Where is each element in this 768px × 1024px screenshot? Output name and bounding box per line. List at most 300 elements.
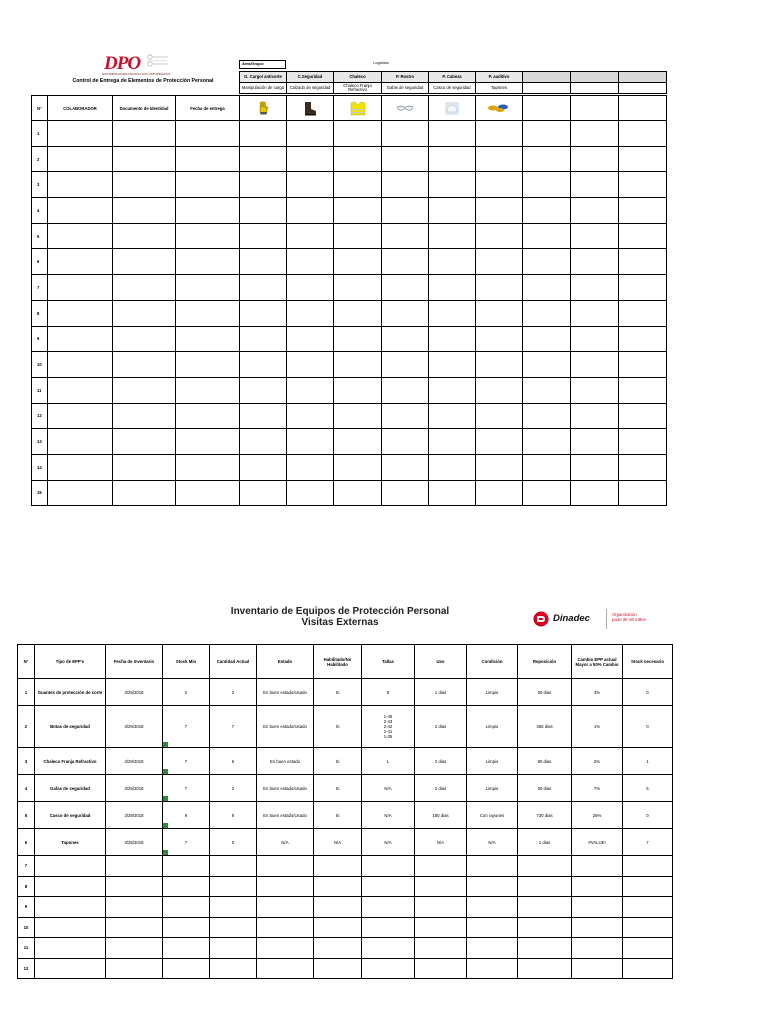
entry-cell[interactable] bbox=[240, 429, 287, 455]
entry-cell[interactable] bbox=[287, 275, 334, 301]
dinadec-logo bbox=[533, 609, 673, 629]
entry-cell[interactable] bbox=[334, 121, 382, 147]
replacement-cell bbox=[518, 679, 572, 706]
entry-cell[interactable] bbox=[113, 172, 176, 198]
entry-cell[interactable] bbox=[429, 480, 476, 506]
entry-cell[interactable] bbox=[571, 454, 619, 480]
entry-cell[interactable] bbox=[429, 300, 476, 326]
entry-cell[interactable] bbox=[35, 917, 106, 938]
inventory-empty-row bbox=[18, 897, 673, 918]
epp-type: Tapones bbox=[61, 839, 79, 845]
goggles-icon-cell bbox=[382, 96, 429, 121]
entry-cell[interactable] bbox=[476, 121, 523, 147]
entry-cell[interactable] bbox=[623, 938, 673, 959]
status: En buen estado/Usado bbox=[263, 785, 307, 791]
entry-cell[interactable] bbox=[619, 352, 667, 378]
entry-cell[interactable] bbox=[240, 480, 287, 506]
entry-cell[interactable] bbox=[619, 249, 667, 275]
entry-cell[interactable] bbox=[287, 429, 334, 455]
entry-cell[interactable] bbox=[572, 856, 623, 877]
comment-flag-icon[interactable] bbox=[163, 823, 168, 828]
entry-cell[interactable] bbox=[467, 917, 518, 938]
entry-cell[interactable] bbox=[240, 454, 287, 480]
entry-cell[interactable] bbox=[240, 198, 287, 224]
entry-cell[interactable] bbox=[523, 352, 571, 378]
row-number-cell bbox=[18, 775, 35, 802]
entry-cell[interactable] bbox=[619, 377, 667, 403]
entry-cell[interactable] bbox=[334, 403, 382, 429]
entry-cell[interactable] bbox=[523, 454, 571, 480]
entry-cell[interactable] bbox=[571, 198, 619, 224]
entry-cell[interactable] bbox=[48, 121, 113, 147]
entry-cell[interactable] bbox=[467, 958, 518, 979]
entry-cell[interactable] bbox=[287, 249, 334, 275]
entry-cell[interactable] bbox=[382, 377, 429, 403]
stock-needed: 0 bbox=[646, 812, 649, 818]
entry-cell[interactable] bbox=[35, 856, 106, 877]
entry-cell[interactable] bbox=[240, 249, 287, 275]
entry-cell[interactable] bbox=[287, 121, 334, 147]
entry-cell[interactable] bbox=[476, 275, 523, 301]
entry-cell[interactable] bbox=[572, 938, 623, 959]
entry-cell[interactable] bbox=[287, 377, 334, 403]
current-quantity: 2 bbox=[231, 785, 235, 791]
entry-cell[interactable] bbox=[210, 876, 257, 897]
entry-cell[interactable] bbox=[163, 938, 210, 959]
entry-cell[interactable] bbox=[619, 223, 667, 249]
entry-cell[interactable] bbox=[382, 454, 429, 480]
status-cell bbox=[257, 748, 314, 775]
entry-cell[interactable] bbox=[518, 958, 572, 979]
entry-cell[interactable] bbox=[163, 958, 210, 979]
entry-cell[interactable] bbox=[429, 249, 476, 275]
stock-needed: 0 bbox=[646, 724, 649, 729]
entry-cell[interactable] bbox=[334, 377, 382, 403]
entry-cell[interactable] bbox=[382, 300, 429, 326]
row-number: 6 bbox=[32, 249, 48, 275]
entry-cell[interactable] bbox=[476, 377, 523, 403]
entry-cell[interactable] bbox=[571, 121, 619, 147]
entry-cell[interactable] bbox=[210, 897, 257, 918]
entry-cell[interactable] bbox=[210, 938, 257, 959]
entry-cell[interactable] bbox=[314, 938, 362, 959]
entry-cell[interactable] bbox=[106, 876, 163, 897]
column-header-number: N° bbox=[32, 96, 48, 121]
entry-cell[interactable] bbox=[314, 917, 362, 938]
comment-flag-icon[interactable] bbox=[163, 742, 168, 747]
entry-cell[interactable] bbox=[240, 300, 287, 326]
entry-cell[interactable] bbox=[623, 897, 673, 918]
entry-cell[interactable] bbox=[287, 300, 334, 326]
entry-cell[interactable] bbox=[571, 275, 619, 301]
row-number: 11 bbox=[32, 377, 48, 403]
epp-category-cell: P. auditivo bbox=[476, 72, 523, 83]
entry-cell[interactable] bbox=[176, 275, 240, 301]
entry-cell[interactable] bbox=[113, 198, 176, 224]
entry-cell[interactable] bbox=[163, 876, 210, 897]
entry-cell[interactable] bbox=[429, 403, 476, 429]
entry-cell[interactable] bbox=[287, 146, 334, 172]
entry-cell[interactable] bbox=[334, 480, 382, 506]
enabled: N/A bbox=[333, 839, 342, 845]
entry-cell[interactable] bbox=[287, 352, 334, 378]
entry-cell[interactable] bbox=[523, 146, 571, 172]
entry-cell[interactable] bbox=[571, 300, 619, 326]
entry-cell[interactable] bbox=[623, 876, 673, 897]
entry-cell[interactable] bbox=[106, 958, 163, 979]
entry-cell[interactable] bbox=[382, 352, 429, 378]
entry-cell[interactable] bbox=[382, 121, 429, 147]
entry-cell[interactable] bbox=[476, 429, 523, 455]
entry-cell[interactable] bbox=[523, 480, 571, 506]
condition-cell bbox=[467, 802, 518, 829]
entry-cell[interactable] bbox=[382, 223, 429, 249]
entry-cell[interactable] bbox=[176, 429, 240, 455]
entry-cell[interactable] bbox=[362, 917, 415, 938]
entry-cell[interactable] bbox=[240, 326, 287, 352]
entry-cell[interactable] bbox=[176, 121, 240, 147]
current-quantity: 7 bbox=[231, 724, 235, 729]
entry-cell[interactable] bbox=[518, 897, 572, 918]
entry-cell[interactable] bbox=[176, 300, 240, 326]
entry-cell[interactable] bbox=[362, 958, 415, 979]
entry-cell[interactable] bbox=[382, 249, 429, 275]
change-percent-cell bbox=[572, 802, 623, 829]
entry-cell[interactable] bbox=[48, 300, 113, 326]
entry-cell[interactable] bbox=[334, 275, 382, 301]
stock-min-cell bbox=[163, 706, 210, 748]
entry-cell[interactable] bbox=[523, 198, 571, 224]
entry-cell[interactable] bbox=[572, 958, 623, 979]
entry-cell[interactable] bbox=[240, 275, 287, 301]
entry-cell[interactable] bbox=[476, 249, 523, 275]
entry-cell[interactable] bbox=[467, 897, 518, 918]
entry-cell[interactable] bbox=[314, 897, 362, 918]
entry-cell[interactable] bbox=[287, 198, 334, 224]
entry-cell[interactable] bbox=[523, 429, 571, 455]
entry-cell[interactable] bbox=[287, 480, 334, 506]
entry-cell[interactable] bbox=[571, 403, 619, 429]
epp-item-cell: Casco de seguridad bbox=[429, 83, 476, 94]
entry-cell[interactable] bbox=[240, 121, 287, 147]
entry-cell[interactable] bbox=[619, 121, 667, 147]
entry-cell[interactable] bbox=[476, 454, 523, 480]
entry-cell[interactable] bbox=[623, 917, 673, 938]
delivery-row bbox=[32, 121, 667, 147]
entry-cell[interactable] bbox=[476, 480, 523, 506]
entry-cell[interactable] bbox=[176, 172, 240, 198]
comment-flag-icon[interactable] bbox=[163, 850, 168, 855]
entry-cell[interactable] bbox=[48, 172, 113, 198]
entry-cell[interactable] bbox=[415, 897, 467, 918]
entry-cell[interactable] bbox=[415, 876, 467, 897]
entry-cell[interactable] bbox=[571, 223, 619, 249]
entry-cell[interactable] bbox=[113, 326, 176, 352]
inventory-date: 3/29/2018 bbox=[124, 689, 144, 695]
entry-cell[interactable] bbox=[382, 146, 429, 172]
entry-cell[interactable] bbox=[382, 172, 429, 198]
area-group-value[interactable]: Logística bbox=[373, 61, 389, 65]
entry-cell[interactable] bbox=[518, 856, 572, 877]
entry-cell[interactable] bbox=[571, 146, 619, 172]
entry-cell[interactable] bbox=[113, 121, 176, 147]
status: En buen estado/Usado bbox=[263, 812, 307, 818]
entry-cell[interactable] bbox=[176, 326, 240, 352]
entry-cell[interactable] bbox=[113, 480, 176, 506]
entry-cell[interactable] bbox=[48, 352, 113, 378]
entry-cell[interactable] bbox=[334, 326, 382, 352]
entry-cell[interactable] bbox=[334, 352, 382, 378]
entry-cell[interactable] bbox=[257, 938, 314, 959]
entry-cell[interactable] bbox=[623, 958, 673, 979]
entry-cell[interactable] bbox=[523, 403, 571, 429]
entry-cell[interactable] bbox=[467, 876, 518, 897]
entry-cell[interactable] bbox=[106, 897, 163, 918]
entry-cell[interactable] bbox=[619, 403, 667, 429]
entry-cell[interactable] bbox=[257, 876, 314, 897]
entry-cell[interactable] bbox=[106, 938, 163, 959]
entry-cell[interactable] bbox=[287, 403, 334, 429]
entry-cell[interactable] bbox=[287, 172, 334, 198]
entry-cell[interactable] bbox=[523, 172, 571, 198]
entry-cell[interactable] bbox=[429, 146, 476, 172]
delivery-row bbox=[32, 198, 667, 224]
entry-cell[interactable] bbox=[523, 249, 571, 275]
epp-type-cell bbox=[35, 802, 106, 829]
entry-cell[interactable] bbox=[623, 856, 673, 877]
entry-cell[interactable] bbox=[163, 917, 210, 938]
entry-cell[interactable] bbox=[113, 403, 176, 429]
entry-cell[interactable] bbox=[314, 856, 362, 877]
entry-cell[interactable] bbox=[176, 480, 240, 506]
entry-cell[interactable] bbox=[382, 326, 429, 352]
entry-cell[interactable] bbox=[176, 146, 240, 172]
replacement: 90 dias bbox=[537, 758, 552, 764]
entry-cell[interactable] bbox=[334, 300, 382, 326]
entry-cell[interactable] bbox=[523, 223, 571, 249]
entry-cell[interactable] bbox=[113, 377, 176, 403]
entry-cell[interactable] bbox=[571, 326, 619, 352]
entry-cell[interactable] bbox=[240, 172, 287, 198]
change-percent: 3% bbox=[593, 689, 601, 695]
entry-cell[interactable] bbox=[240, 146, 287, 172]
entry-cell[interactable] bbox=[429, 172, 476, 198]
entry-cell[interactable] bbox=[334, 198, 382, 224]
entry-cell[interactable] bbox=[163, 897, 210, 918]
entry-cell[interactable] bbox=[476, 326, 523, 352]
entry-cell[interactable] bbox=[106, 917, 163, 938]
entry-cell[interactable] bbox=[257, 856, 314, 877]
entry-cell[interactable] bbox=[523, 300, 571, 326]
entry-cell[interactable] bbox=[176, 403, 240, 429]
entry-cell[interactable] bbox=[523, 377, 571, 403]
entry-cell[interactable] bbox=[619, 146, 667, 172]
entry-cell[interactable] bbox=[429, 198, 476, 224]
entry-cell[interactable] bbox=[476, 198, 523, 224]
entry-cell[interactable] bbox=[48, 403, 113, 429]
entry-cell[interactable] bbox=[619, 300, 667, 326]
entry-cell[interactable] bbox=[113, 300, 176, 326]
entry-cell[interactable] bbox=[240, 352, 287, 378]
entry-cell[interactable] bbox=[571, 377, 619, 403]
row-number-cell bbox=[18, 802, 35, 829]
entry-cell[interactable] bbox=[476, 172, 523, 198]
entry-cell[interactable] bbox=[518, 876, 572, 897]
entry-cell[interactable] bbox=[467, 938, 518, 959]
entry-cell[interactable] bbox=[619, 198, 667, 224]
entry-cell[interactable] bbox=[619, 275, 667, 301]
entry-cell[interactable] bbox=[382, 275, 429, 301]
entry-cell[interactable] bbox=[176, 454, 240, 480]
inventory-column-header: Estado bbox=[257, 645, 314, 679]
entry-cell[interactable] bbox=[163, 856, 210, 877]
enabled: Si bbox=[335, 724, 340, 729]
replacement: 30 dias bbox=[537, 785, 552, 791]
entry-cell[interactable] bbox=[48, 454, 113, 480]
entry-cell[interactable] bbox=[415, 938, 467, 959]
entry-cell[interactable] bbox=[429, 377, 476, 403]
entry-cell[interactable] bbox=[619, 480, 667, 506]
entry-cell[interactable] bbox=[467, 856, 518, 877]
entry-cell[interactable] bbox=[619, 326, 667, 352]
entry-cell[interactable] bbox=[362, 897, 415, 918]
inventory-date: 3/29/2018 bbox=[124, 812, 144, 818]
entry-cell[interactable] bbox=[176, 377, 240, 403]
entry-cell[interactable] bbox=[523, 275, 571, 301]
entry-cell[interactable] bbox=[429, 326, 476, 352]
entry-cell[interactable] bbox=[619, 454, 667, 480]
entry-cell[interactable] bbox=[48, 326, 113, 352]
entry-cell[interactable] bbox=[106, 856, 163, 877]
entry-cell[interactable] bbox=[257, 958, 314, 979]
entry-cell[interactable] bbox=[362, 856, 415, 877]
dpo-logo bbox=[104, 53, 174, 77]
entry-cell[interactable] bbox=[334, 429, 382, 455]
entry-cell[interactable] bbox=[257, 897, 314, 918]
entry-cell[interactable] bbox=[35, 897, 106, 918]
entry-cell[interactable] bbox=[476, 146, 523, 172]
entry-cell[interactable] bbox=[240, 403, 287, 429]
entry-cell[interactable] bbox=[382, 429, 429, 455]
entry-cell[interactable] bbox=[48, 146, 113, 172]
entry-cell[interactable] bbox=[210, 917, 257, 938]
entry-cell[interactable] bbox=[113, 275, 176, 301]
entry-cell[interactable] bbox=[476, 223, 523, 249]
entry-cell[interactable] bbox=[48, 429, 113, 455]
entry-cell[interactable] bbox=[476, 403, 523, 429]
entry-cell[interactable] bbox=[619, 429, 667, 455]
entry-cell[interactable] bbox=[48, 249, 113, 275]
entry-cell[interactable] bbox=[176, 352, 240, 378]
glove-icon-cell bbox=[240, 96, 287, 121]
entry-cell[interactable] bbox=[48, 377, 113, 403]
entry-cell[interactable] bbox=[334, 249, 382, 275]
entry-cell[interactable] bbox=[334, 223, 382, 249]
row-number: 3 bbox=[32, 172, 48, 198]
entry-cell[interactable] bbox=[257, 917, 314, 938]
entry-cell[interactable] bbox=[429, 121, 476, 147]
entry-cell[interactable] bbox=[48, 480, 113, 506]
entry-cell[interactable] bbox=[415, 958, 467, 979]
entry-cell[interactable] bbox=[382, 198, 429, 224]
entry-cell[interactable] bbox=[572, 897, 623, 918]
entry-cell[interactable] bbox=[35, 958, 106, 979]
entry-cell[interactable] bbox=[113, 429, 176, 455]
entry-cell[interactable] bbox=[571, 480, 619, 506]
entry-cell[interactable] bbox=[287, 326, 334, 352]
entry-cell[interactable] bbox=[314, 876, 362, 897]
inventory-empty-row bbox=[18, 917, 673, 938]
entry-cell[interactable] bbox=[415, 856, 467, 877]
comment-flag-icon[interactable] bbox=[163, 769, 168, 774]
entry-cell[interactable] bbox=[429, 454, 476, 480]
row-number: 13 bbox=[32, 429, 48, 455]
entry-cell[interactable] bbox=[334, 454, 382, 480]
entry-cell[interactable] bbox=[362, 876, 415, 897]
entry-cell[interactable] bbox=[518, 917, 572, 938]
entry-cell[interactable] bbox=[48, 223, 113, 249]
entry-cell[interactable] bbox=[523, 121, 571, 147]
entry-cell[interactable] bbox=[523, 326, 571, 352]
entry-cell[interactable] bbox=[429, 223, 476, 249]
entry-cell[interactable] bbox=[287, 223, 334, 249]
entry-cell[interactable] bbox=[429, 275, 476, 301]
entry-cell[interactable] bbox=[429, 429, 476, 455]
entry-cell[interactable] bbox=[210, 856, 257, 877]
entry-cell[interactable] bbox=[287, 454, 334, 480]
entry-cell[interactable] bbox=[240, 223, 287, 249]
entry-cell[interactable] bbox=[415, 917, 467, 938]
entry-cell[interactable] bbox=[210, 958, 257, 979]
entry-cell[interactable] bbox=[619, 172, 667, 198]
entry-cell[interactable] bbox=[113, 146, 176, 172]
entry-cell[interactable] bbox=[240, 377, 287, 403]
entry-cell[interactable] bbox=[113, 454, 176, 480]
enabled-cell bbox=[314, 775, 362, 802]
entry-cell[interactable] bbox=[382, 403, 429, 429]
entry-cell[interactable] bbox=[518, 938, 572, 959]
entry-cell[interactable] bbox=[571, 249, 619, 275]
condition-cell bbox=[467, 829, 518, 856]
entry-cell[interactable] bbox=[429, 352, 476, 378]
comment-flag-icon[interactable] bbox=[163, 796, 168, 801]
entry-cell[interactable] bbox=[571, 352, 619, 378]
entry-cell[interactable] bbox=[571, 429, 619, 455]
entry-cell[interactable] bbox=[334, 172, 382, 198]
entry-cell[interactable] bbox=[382, 480, 429, 506]
entry-cell[interactable] bbox=[476, 300, 523, 326]
entry-cell[interactable] bbox=[476, 352, 523, 378]
entry-cell[interactable] bbox=[113, 223, 176, 249]
entry-cell[interactable] bbox=[113, 249, 176, 275]
entry-cell[interactable] bbox=[572, 876, 623, 897]
entry-cell[interactable] bbox=[48, 275, 113, 301]
entry-cell[interactable] bbox=[571, 172, 619, 198]
entry-cell[interactable] bbox=[176, 198, 240, 224]
entry-cell[interactable] bbox=[35, 938, 106, 959]
entry-cell[interactable] bbox=[35, 876, 106, 897]
entry-cell[interactable] bbox=[334, 146, 382, 172]
entry-cell[interactable] bbox=[176, 223, 240, 249]
delivery-table bbox=[31, 95, 667, 506]
entry-cell[interactable] bbox=[314, 958, 362, 979]
entry-cell[interactable] bbox=[48, 198, 113, 224]
condition-cell bbox=[467, 775, 518, 802]
entry-cell[interactable] bbox=[176, 249, 240, 275]
entry-cell[interactable] bbox=[362, 938, 415, 959]
entry-cell[interactable] bbox=[113, 352, 176, 378]
entry-cell[interactable] bbox=[572, 917, 623, 938]
